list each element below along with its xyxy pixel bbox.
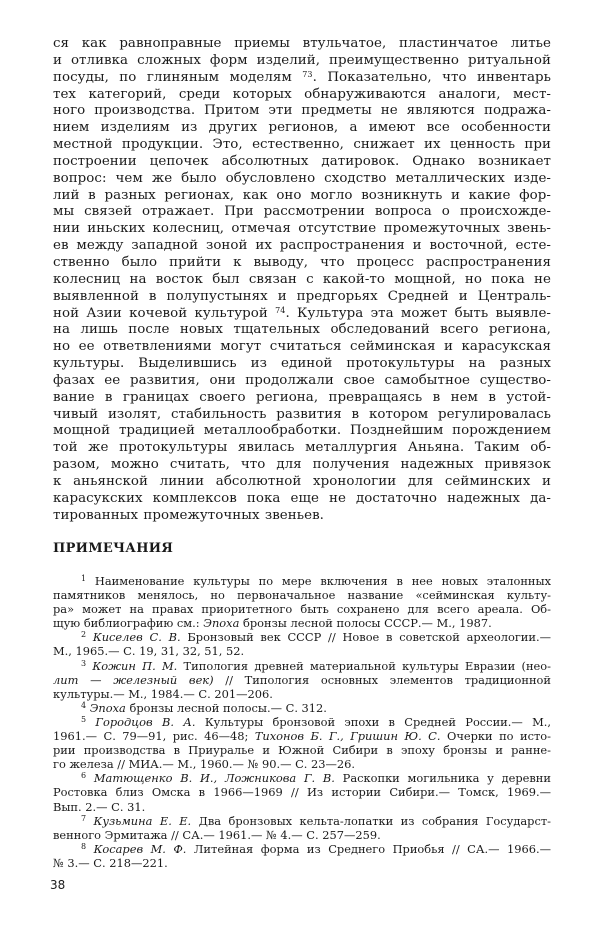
note-5: $^5$ Городцов В. А. Культуры бронзовой эпохи в Средней России.— М., 1961.— С. 79—91, рис. 46—48; Тихонов Б. Г., Гришин Ю. С. Очерки по исто- рии производства в Приуралье и Южной Сибири в эпоху бронзы и ранне- го железа // МИА.— М., 1960.— № 90.— С. 23—26. <box>53 714 551 772</box>
notes-list <box>53 574 551 870</box>
text-line: лий в разных регионах, как оно могло возникнуть и какие фор- <box>53 187 551 203</box>
text-line: культуры. Выделившись из единой протокультуры на разных <box>53 356 551 372</box>
text-line: карасукских комплексов пока еще не достаточно надежных да- <box>53 490 551 506</box>
note-1: $^1$ Наименование культуры по мере включения в нее новых эталонных памятников менялось, но первоначальное название «сейминская культу- ра» может на правах приоритетного быть сохранено для всего ареала. Об- щую библиографию см.: Эпоха бронзы лесной полосы СССР.— М., 1987. <box>53 574 551 631</box>
text-line: ственно было прийти к выводу, что процесс распространения <box>53 254 551 270</box>
note-2: $^2$ Киселев С. В. Бронзовый век СССР // Новое в советской археологии.— М., 1965.— С. 19, 31, 32, 51, 52. <box>53 630 552 659</box>
text-line: выявленной в полупустынях и предгорьях Средней и Централь- <box>53 288 551 304</box>
note-4: $^4$ Эпоха бронзы лесной полосы.— С. 312. <box>81 700 327 715</box>
note-6: $^6$ Матющенко В. И., Ложникова Г. В. Раскопки могильника у деревни Ростовка близ Омска в 1966—1969 // Из истории Сибири.— Томск, 1969.— Вып. 2.— С. 31. <box>53 771 551 814</box>
text-line: колесниц на восток был связан с какой-то мощной, но пока не <box>53 271 551 287</box>
note-number: 7 <box>81 813 87 823</box>
footnote-ref-73[interactable]: 73 <box>302 69 313 79</box>
text-line: местной продукции. Это, естественно, снижает их ценность при <box>53 137 551 153</box>
note-number: 6 <box>81 771 87 781</box>
text-line: мы связей отражает. При рассмотрении вопроса о происхожде- <box>53 204 551 220</box>
text-line: вопрос: чем же было обусловлено сходство металлических изде- <box>53 170 551 186</box>
text-line: ся как равноправные приемы втульчатое, пластинчатое литье <box>53 36 551 51</box>
notes-heading: ПРИМЕЧАНИЯ <box>53 541 174 556</box>
text-line: построении цепочек абсолютных датировок. Однако возникает <box>53 153 551 169</box>
note-number: 1 <box>81 574 87 583</box>
note-7: $^7$ Кузьмина Е. Е. Два бронзовых кельта-лопатки из собрания Государст- венного Эрмитажа // СА.— 1961.— № 4.— С. 257—259. <box>53 813 551 842</box>
text-line: нием изделиям из других регионов, а имеют все особенности <box>53 120 551 136</box>
note-number: 3 <box>81 658 87 668</box>
note-number: 5 <box>81 714 87 724</box>
text-line: ной Азии кочевой культурой $^{74}$. Культура эта может быть выявле- <box>53 305 551 321</box>
page-number: 38 <box>50 878 66 892</box>
text-line: и отливка сложных форм изделий, преимущественно ритуальной <box>53 52 551 68</box>
text-line: фазах ее развития, они продолжали свое самобытное существо- <box>53 372 551 388</box>
text-line: той же протокультуры явилась металлургия Аньяна. Таким об- <box>53 440 551 456</box>
text-line: разом, можно считать, что для получения надежных привязок <box>53 457 551 473</box>
main-text <box>53 36 551 524</box>
text-line: тех категорий, среди которых обнаруживаются аналоги, мест- <box>53 86 551 102</box>
text-line: чивый изолят, стабильность развития в котором регулировалась <box>53 406 551 422</box>
text-line: ного производства. Притом эти предметы не являются подража- <box>53 103 551 119</box>
text-line: на лишь после новых тщательных обследований всего региона, <box>53 322 551 338</box>
note-8: $^8$ Косарев М. Ф. Литейная форма из Среднего Приобья // СА.— 1966.— № 3.— С. 218—221. <box>53 841 552 870</box>
text-line: нии иньских колесниц, отмечая отсутствие промежуточных звень- <box>53 221 551 237</box>
note-number: 2 <box>81 630 87 640</box>
note-number: 8 <box>81 841 87 851</box>
footnote-ref-74[interactable]: 74 <box>275 305 286 315</box>
text-line: мощной традицией металлообработки. Позднейшим порождением <box>53 423 551 439</box>
main-paragraph <box>53 36 551 524</box>
text-line: но ее ответвлениями могут считаться сейминская и карасукская <box>53 339 551 355</box>
text-line: ев между западной зоной их распространения и восточной, есте- <box>53 238 551 254</box>
text-line: к аньянской линии абсолютной хронологии для сейминских и <box>53 473 551 489</box>
text-line: вание в границах своего региона, превращаясь в нем в устой- <box>53 389 551 405</box>
note-3: $^3$ Кожин П. М. Типология древней материальной культуры Евразии (нео- лит — железный век) // Типология основных элементов традиционной культуры.— М., 1984.— С. 201—206. <box>53 658 551 701</box>
text-line: посуды, по глиняным моделям $^{73}$. Показательно, что инвентарь <box>53 69 552 85</box>
note-number: 4 <box>81 700 87 710</box>
text-line: тированных промежуточных звеньев. <box>53 507 324 523</box>
